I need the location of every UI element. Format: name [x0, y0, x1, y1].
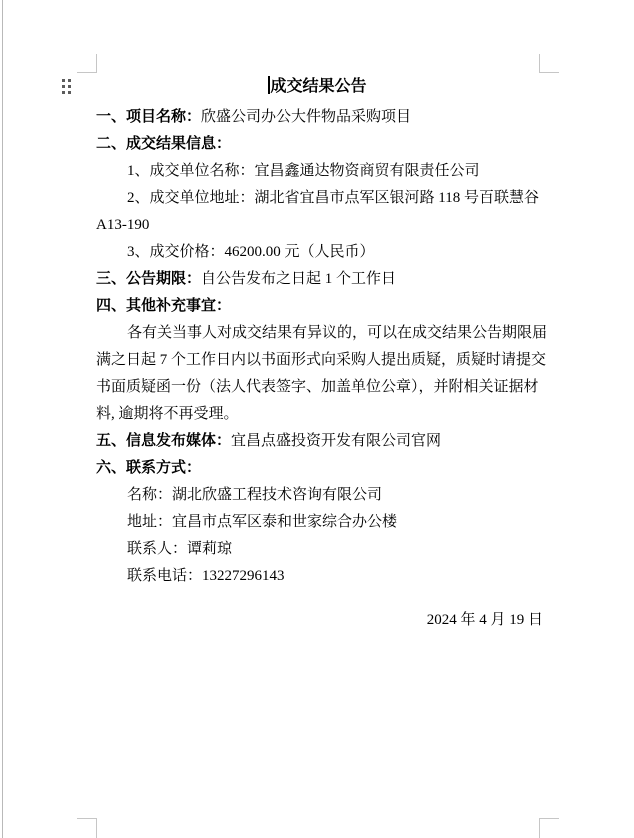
doc-line [96, 185, 543, 212]
editor-edge-line [2, 0, 3, 838]
crop-mark-top-right [539, 72, 559, 73]
line-text: 名称：湖北欣盛工程技术咨询有限公司 [127, 487, 383, 503]
line-text: 各有关当事人对成交结果有异议的，可以在成交结果公告期限届 [127, 325, 548, 341]
doc-line [96, 401, 543, 428]
line-text: 2、成交单位地址：湖北省宜昌市点军区银河路 118 号百联慧谷 [127, 190, 539, 206]
line-text: 宜昌点盛投资开发有限公司官网 [231, 433, 442, 449]
line-text: 联系电话：13227296143 [127, 568, 285, 584]
line-label: 三、公告期限： [96, 271, 202, 287]
doc-line [96, 428, 543, 455]
line-text: 1、成交单位名称：宜昌鑫通达物资商贸有限责任公司 [127, 163, 480, 179]
crop-mark-bottom-right [539, 818, 559, 819]
line-text: 料, 逾期将不再受理。 [96, 406, 239, 422]
line-text: 3、成交价格：46200.00 元（人民币） [127, 244, 375, 260]
crop-mark-bottom-right [539, 818, 540, 838]
doc-line [96, 239, 543, 266]
doc-line [96, 131, 543, 158]
line-text: 欣盛公司办公大件物品采购项目 [201, 109, 412, 125]
doc-line [96, 266, 543, 293]
move-handle-icon[interactable] [62, 79, 71, 94]
doc-line [96, 212, 543, 239]
line-text: 联系人：谭莉琼 [127, 541, 233, 557]
line-text: A13-190 [96, 217, 150, 233]
line-label: 五、信息发布媒体： [96, 433, 232, 449]
line-label: 一、项目名称： [96, 109, 202, 125]
crop-mark-bottom-left [96, 818, 97, 838]
line-label: 二、成交结果信息： [96, 136, 232, 152]
line-text: 满之日起 7 个工作日内以书面形式向采购人提出质疑，质疑时请提交 [96, 352, 547, 368]
line-text: 地址：宜昌市点军区泰和世家综合办公楼 [127, 514, 398, 530]
crop-mark-bottom-left [77, 818, 97, 819]
doc-line [96, 374, 543, 401]
line-text: 自公告发布之日起 1 个工作日 [201, 271, 397, 287]
doc-line [96, 455, 543, 482]
doc-line [96, 563, 543, 590]
line-label: 六、联系方式： [96, 460, 202, 476]
doc-line [96, 347, 547, 374]
document-title-text: 成交结果公告 [270, 78, 367, 95]
doc-line [96, 293, 543, 320]
document-title [96, 74, 539, 100]
crop-mark-top-left [96, 54, 97, 73]
doc-line [96, 536, 543, 563]
line-label: 四、其他补充事宜： [96, 298, 232, 314]
crop-mark-top-left [77, 72, 97, 73]
doc-line [96, 320, 548, 347]
doc-line [96, 104, 543, 131]
doc-line [96, 482, 543, 509]
line-text: 书面质疑函一份（法人代表签字、加盖单位公章），并附相关证据材 [96, 379, 539, 395]
crop-mark-top-right [539, 54, 540, 73]
doc-line [96, 158, 543, 185]
document-body[interactable] [96, 104, 548, 634]
doc-line [96, 509, 543, 536]
document-date: 2024 年 4 月 19 日 [426, 612, 543, 628]
